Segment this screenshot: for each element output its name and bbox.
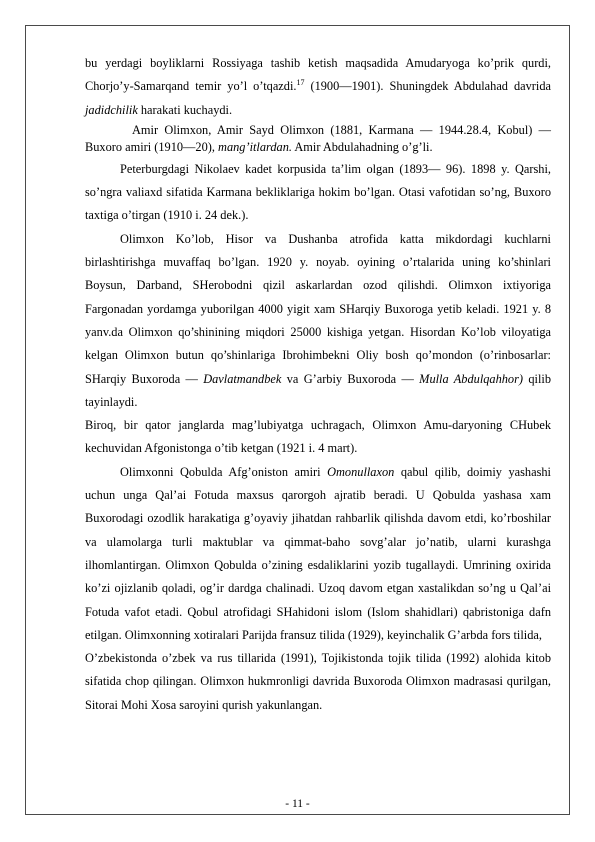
footnote-ref: 17 — [296, 78, 305, 88]
paragraph-5: Biroq, bir qator janglarda mag’lubiyatga uchragach, Olimxon Amu-daryoning CHubek kechuvidan Afgonistonga o’tib ketgan (1921 i. 4 mart). — [85, 418, 551, 456]
paragraph-2: Amir Olimxon, Amir Sayd Olimxon (1881, Karmana — 1944.28.4, Kobul) — Buxoro amiri (1910—20), mang’itlardan. Amir Abdulahadning o’g’li. — [85, 122, 551, 154]
page-number: - 11 - — [285, 798, 310, 810]
paragraph-4: Olimxon Ko’lob, Hisor va Dushanba atrofida katta mikdordagi kuchlarni birlashtirishga muvaffaq bo’lgan. 1920 y. noyab. oyining o’rtalarida uning ko’shinlari Boysun, Darband, SHerobodni qizil askarlardan ozod qilishdi. Olimxon ixtiyoriga Fargonadan yordamga yuborilgan 4000 yigit xam SHarqiy Buxoroga yetib keladi. 1921 y. 8 yanv.da Olimxon qo’shinining miqdori 25000 kishiga yetgan. Hisordan Ko’lob viloyatiga kelgan Olimxon butun qo’shinlariga Ibrohimbekni Oliy bosh qo’mondon (o’rinbosarlar: SHarqiy Buxoroda — Davlatmandbek va G’arbiy Buxoroda — Mulla Abdulqahhor) qilib tayinlaydi. — [85, 231, 552, 409]
italic-term: jadidchilik — [85, 102, 138, 117]
text-body — [85, 52, 551, 717]
paragraph-3: Peterburgdagi Nikolaev kadet korpusida ta’lim olgan (1893— 96). 1898 y. Qarshi, so’ngra valiaxd sifatida Karmana bekliklariga hokim bo’lgan. Otasi vafotidan so’ng, Buxoro taxtiga o’tirgan (1910 i. 24 dek.). — [85, 161, 551, 223]
italic-term: Omonullaxon — [327, 464, 395, 479]
paragraph-6: Olimxonni Qobulda Afg’oniston amiri Omonullaxon qabul qilib, doimiy yashashi uchun unga Qal’ai Fotuda maxsus qarorgoh ajratib beradi. U Qobulda yashasa xam Buxorodagi ozodlik harakatiga g’oyaviy jihatdan rahbarlik qilishda davom etdi, ko’rboshilar va ulamolarga turli maktublar va qimmat-baho sovg’alar jo’natib, ularni kurashga ilhomlantirgan. Olimxon Qobulda o’zining esdaliklarini yozib tugallaydi. Umrining oxirida ko’zi ojizlanib qoladi, og’ir dardga chalinadi. Uzoq davom etgan xastalikdan so’ng u Qal’ai Fotuda vafot etadi. Qobul atrofidagi SHahidoni islom (Islom shahidlari) qabristoniga dafn etilgan. Olimxonning xotiralari Parijda fransuz tilida (1929), keyinchalik G’arbda fors tilida, — [85, 464, 551, 642]
italic-term: mang’itlardan. — [218, 139, 292, 154]
italic-term: Davlatmandbek — [203, 371, 282, 386]
paragraph-7: O’zbekistonda o’zbek va rus tillarida (1991), Tojikistonda tojik tilida (1992) alohida kitob sifatida chop qilingan. Olimxon hukmronligi davrida Buxoroda Olimxon madrasasi qurilgan, Sitorai Mohi Xosa saroyini qurish yakunlangan. — [85, 651, 551, 712]
italic-term: Mulla Abdulqahhor) — [419, 371, 524, 386]
paragraph-1: bu yerdagi boyliklarni Rossiyaga tashib ketish maqsadida Amudaryoga ko’prik qurdi, Chorjo’y-Samarqand temir yo’l o’tqazdi.$^{17}$ (1900—1901). Shuningdek Abdulahad davrida jadidchilik harakati kuchaydi. — [85, 56, 551, 117]
